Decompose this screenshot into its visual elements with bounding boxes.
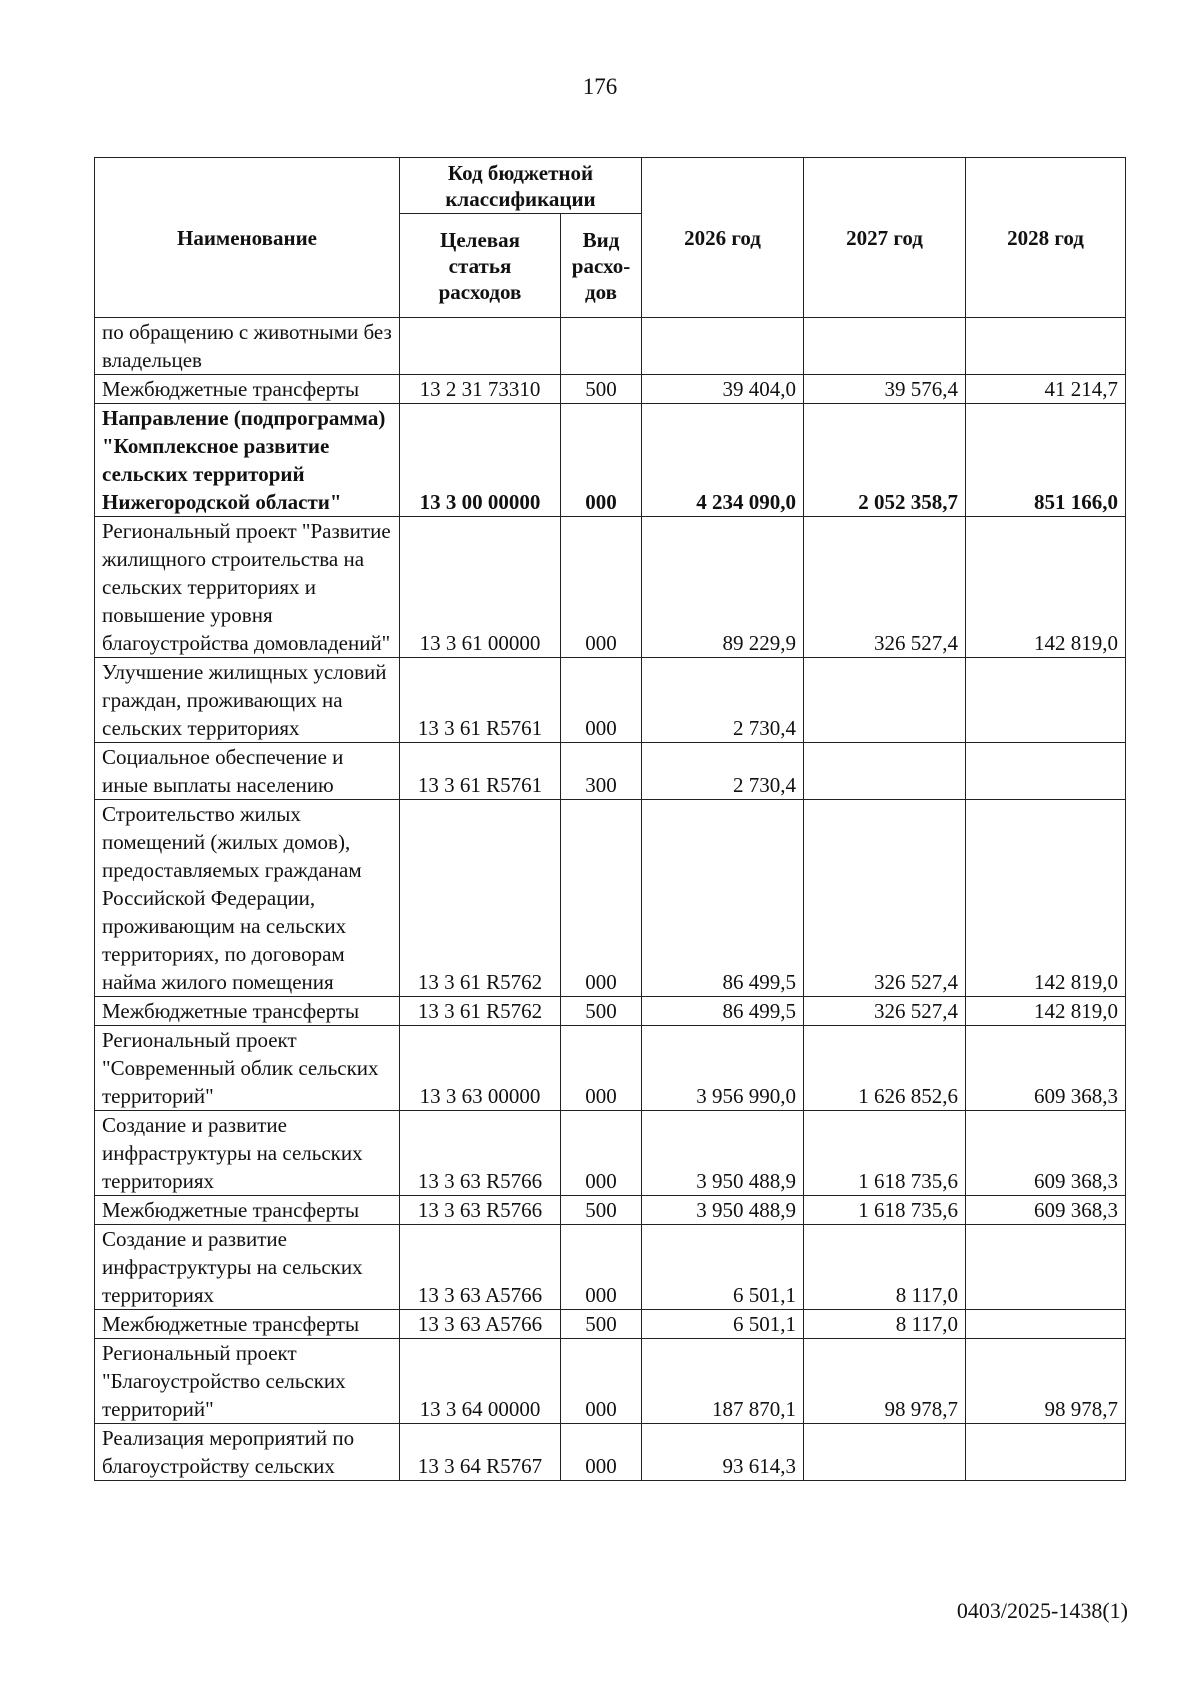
table-row xyxy=(95,517,1126,658)
row-2028-cell xyxy=(966,318,1126,375)
row-expense-type-cell: 500 xyxy=(561,1196,642,1225)
row-2026-cell xyxy=(642,318,804,375)
row-target-article-cell: 13 3 61 R5762 xyxy=(400,997,561,1026)
row-target-article-cell: 13 3 63 A5766 xyxy=(400,1225,561,1310)
row-2027-cell: 2 052 358,7 xyxy=(804,404,966,517)
row-2026-cell: 4 234 090,0 xyxy=(642,404,804,517)
table-row xyxy=(95,1339,1126,1424)
row-expense-type-cell: 000 xyxy=(561,658,642,743)
row-name-cell: Строительство жилых помещений (жилых домов), предоставляемых гражданам Российской Федерации, проживающим на сельских территориях, по договорам найма жилого помещения xyxy=(95,800,400,997)
row-target-article-cell: 13 3 00 00000 xyxy=(400,404,561,517)
row-2026-cell: 2 730,4 xyxy=(642,743,804,800)
row-name-cell: Реализация мероприятий по благоустройству сельских xyxy=(95,1424,400,1481)
row-name-cell: Межбюджетные трансферты xyxy=(95,375,400,404)
row-name-cell: Улучшение жилищных условий граждан, проживающих на сельских территориях xyxy=(95,658,400,743)
table-row xyxy=(95,1225,1126,1310)
row-2026-cell: 187 870,1 xyxy=(642,1339,804,1424)
row-2027-cell: 1 618 735,6 xyxy=(804,1196,966,1225)
row-expense-type-cell: 500 xyxy=(561,375,642,404)
row-target-article-cell: 13 3 63 R5766 xyxy=(400,1111,561,1196)
row-2028-cell: 98 978,7 xyxy=(966,1339,1126,1424)
row-2028-cell xyxy=(966,1310,1126,1339)
row-name-cell: Направление (подпрограмма) "Комплексное развитие сельских территорий Нижегородской области" xyxy=(95,404,400,517)
table-row xyxy=(95,404,1126,517)
row-2028-cell: 142 819,0 xyxy=(966,517,1126,658)
row-target-article-cell: 13 3 61 R5761 xyxy=(400,743,561,800)
row-2026-cell: 89 229,9 xyxy=(642,517,804,658)
budget-table xyxy=(94,157,1126,1481)
table-row xyxy=(95,1111,1126,1196)
row-expense-type-cell: 500 xyxy=(561,1310,642,1339)
row-2026-cell: 3 950 488,9 xyxy=(642,1111,804,1196)
table-row xyxy=(95,1310,1126,1339)
row-2028-cell: 609 368,3 xyxy=(966,1196,1126,1225)
row-name-cell: Региональный проект "Развитие жилищного строительства на сельских территориях и повышение уровня благоустройства домовладений" xyxy=(95,517,400,658)
row-name-cell: Межбюджетные трансферты xyxy=(95,1310,400,1339)
row-2026-cell: 39 404,0 xyxy=(642,375,804,404)
row-2027-cell: 39 576,4 xyxy=(804,375,966,404)
row-2028-cell: 142 819,0 xyxy=(966,800,1126,997)
row-name-cell: Межбюджетные трансферты xyxy=(95,1196,400,1225)
row-target-article-cell: 13 3 64 00000 xyxy=(400,1339,561,1424)
table-row xyxy=(95,1026,1126,1111)
row-name-cell: Создание и развитие инфраструктуры на сельских территориях xyxy=(95,1111,400,1196)
row-2028-cell: 142 819,0 xyxy=(966,997,1126,1026)
row-2028-cell xyxy=(966,743,1126,800)
row-target-article-cell: 13 2 31 73310 xyxy=(400,375,561,404)
table-row xyxy=(95,658,1126,743)
row-expense-type-cell: 000 xyxy=(561,1026,642,1111)
row-target-article-cell: 13 3 63 A5766 xyxy=(400,1310,561,1339)
row-2028-cell: 609 368,3 xyxy=(966,1111,1126,1196)
row-2028-cell: 41 214,7 xyxy=(966,375,1126,404)
header-name: Наименование xyxy=(95,158,400,318)
row-name-cell: Социальное обеспечение и иные выплаты населению xyxy=(95,743,400,800)
row-2028-cell: 609 368,3 xyxy=(966,1026,1126,1111)
header-2026: 2026 год xyxy=(642,158,804,318)
row-expense-type-cell: 000 xyxy=(561,1111,642,1196)
row-2027-cell: 8 117,0 xyxy=(804,1225,966,1310)
row-expense-type-cell: 000 xyxy=(561,404,642,517)
table-row xyxy=(95,743,1126,800)
table-row xyxy=(95,318,1126,375)
row-name-cell: Создание и развитие инфраструктуры на сельских территориях xyxy=(95,1225,400,1310)
row-2026-cell: 93 614,3 xyxy=(642,1424,804,1481)
row-2027-cell xyxy=(804,318,966,375)
header-target-article: Целевая статья расходов xyxy=(400,214,561,318)
row-2027-cell: 98 978,7 xyxy=(804,1339,966,1424)
row-target-article-cell: 13 3 61 R5762 xyxy=(400,800,561,997)
row-expense-type-cell: 000 xyxy=(561,1424,642,1481)
row-name-cell: Межбюджетные трансферты xyxy=(95,997,400,1026)
row-name-cell: по обращению с животными без владельцев xyxy=(95,318,400,375)
row-2027-cell: 326 527,4 xyxy=(804,997,966,1026)
row-target-article-cell: 13 3 61 R5761 xyxy=(400,658,561,743)
row-expense-type-cell: 000 xyxy=(561,517,642,658)
row-2027-cell: 326 527,4 xyxy=(804,800,966,997)
header-2027: 2027 год xyxy=(804,158,966,318)
header-expense-type: Вид расхо-дов xyxy=(561,214,642,318)
row-2028-cell xyxy=(966,1424,1126,1481)
budget-table-body xyxy=(95,318,1126,1481)
table-row xyxy=(95,1424,1126,1481)
header-budget-code: Код бюджетной классификации xyxy=(400,158,642,214)
row-expense-type-cell: 000 xyxy=(561,1339,642,1424)
row-2028-cell: 851 166,0 xyxy=(966,404,1126,517)
row-2028-cell xyxy=(966,658,1126,743)
row-2026-cell: 3 956 990,0 xyxy=(642,1026,804,1111)
row-expense-type-cell: 300 xyxy=(561,743,642,800)
table-row xyxy=(95,1196,1126,1225)
table-row xyxy=(95,800,1126,997)
row-name-cell: Региональный проект "Благоустройство сельских территорий" xyxy=(95,1339,400,1424)
table-row xyxy=(95,997,1126,1026)
row-2026-cell: 6 501,1 xyxy=(642,1310,804,1339)
row-target-article-cell xyxy=(400,318,561,375)
table-row xyxy=(95,375,1126,404)
row-expense-type-cell: 500 xyxy=(561,997,642,1026)
row-2027-cell: 8 117,0 xyxy=(804,1310,966,1339)
row-2026-cell: 2 730,4 xyxy=(642,658,804,743)
page-number: 176 xyxy=(582,74,618,99)
row-target-article-cell: 13 3 64 R5767 xyxy=(400,1424,561,1481)
row-expense-type-cell: 000 xyxy=(561,1225,642,1310)
row-2027-cell: 1 618 735,6 xyxy=(804,1111,966,1196)
row-2027-cell xyxy=(804,743,966,800)
document-id: 0403/2025-1438(1) xyxy=(956,1598,1128,1623)
row-2026-cell: 86 499,5 xyxy=(642,997,804,1026)
row-2026-cell: 3 950 488,9 xyxy=(642,1196,804,1225)
row-2026-cell: 86 499,5 xyxy=(642,800,804,997)
row-expense-type-cell xyxy=(561,318,642,375)
row-2026-cell: 6 501,1 xyxy=(642,1225,804,1310)
row-2027-cell xyxy=(804,658,966,743)
row-target-article-cell: 13 3 63 00000 xyxy=(400,1026,561,1111)
row-2028-cell xyxy=(966,1225,1126,1310)
row-target-article-cell: 13 3 61 00000 xyxy=(400,517,561,658)
row-name-cell: Региональный проект "Современный облик сельских территорий" xyxy=(95,1026,400,1111)
row-2027-cell: 1 626 852,6 xyxy=(804,1026,966,1111)
row-expense-type-cell: 000 xyxy=(561,800,642,997)
row-2027-cell: 326 527,4 xyxy=(804,517,966,658)
row-target-article-cell: 13 3 63 R5766 xyxy=(400,1196,561,1225)
header-2028: 2028 год xyxy=(966,158,1126,318)
row-2027-cell xyxy=(804,1424,966,1481)
